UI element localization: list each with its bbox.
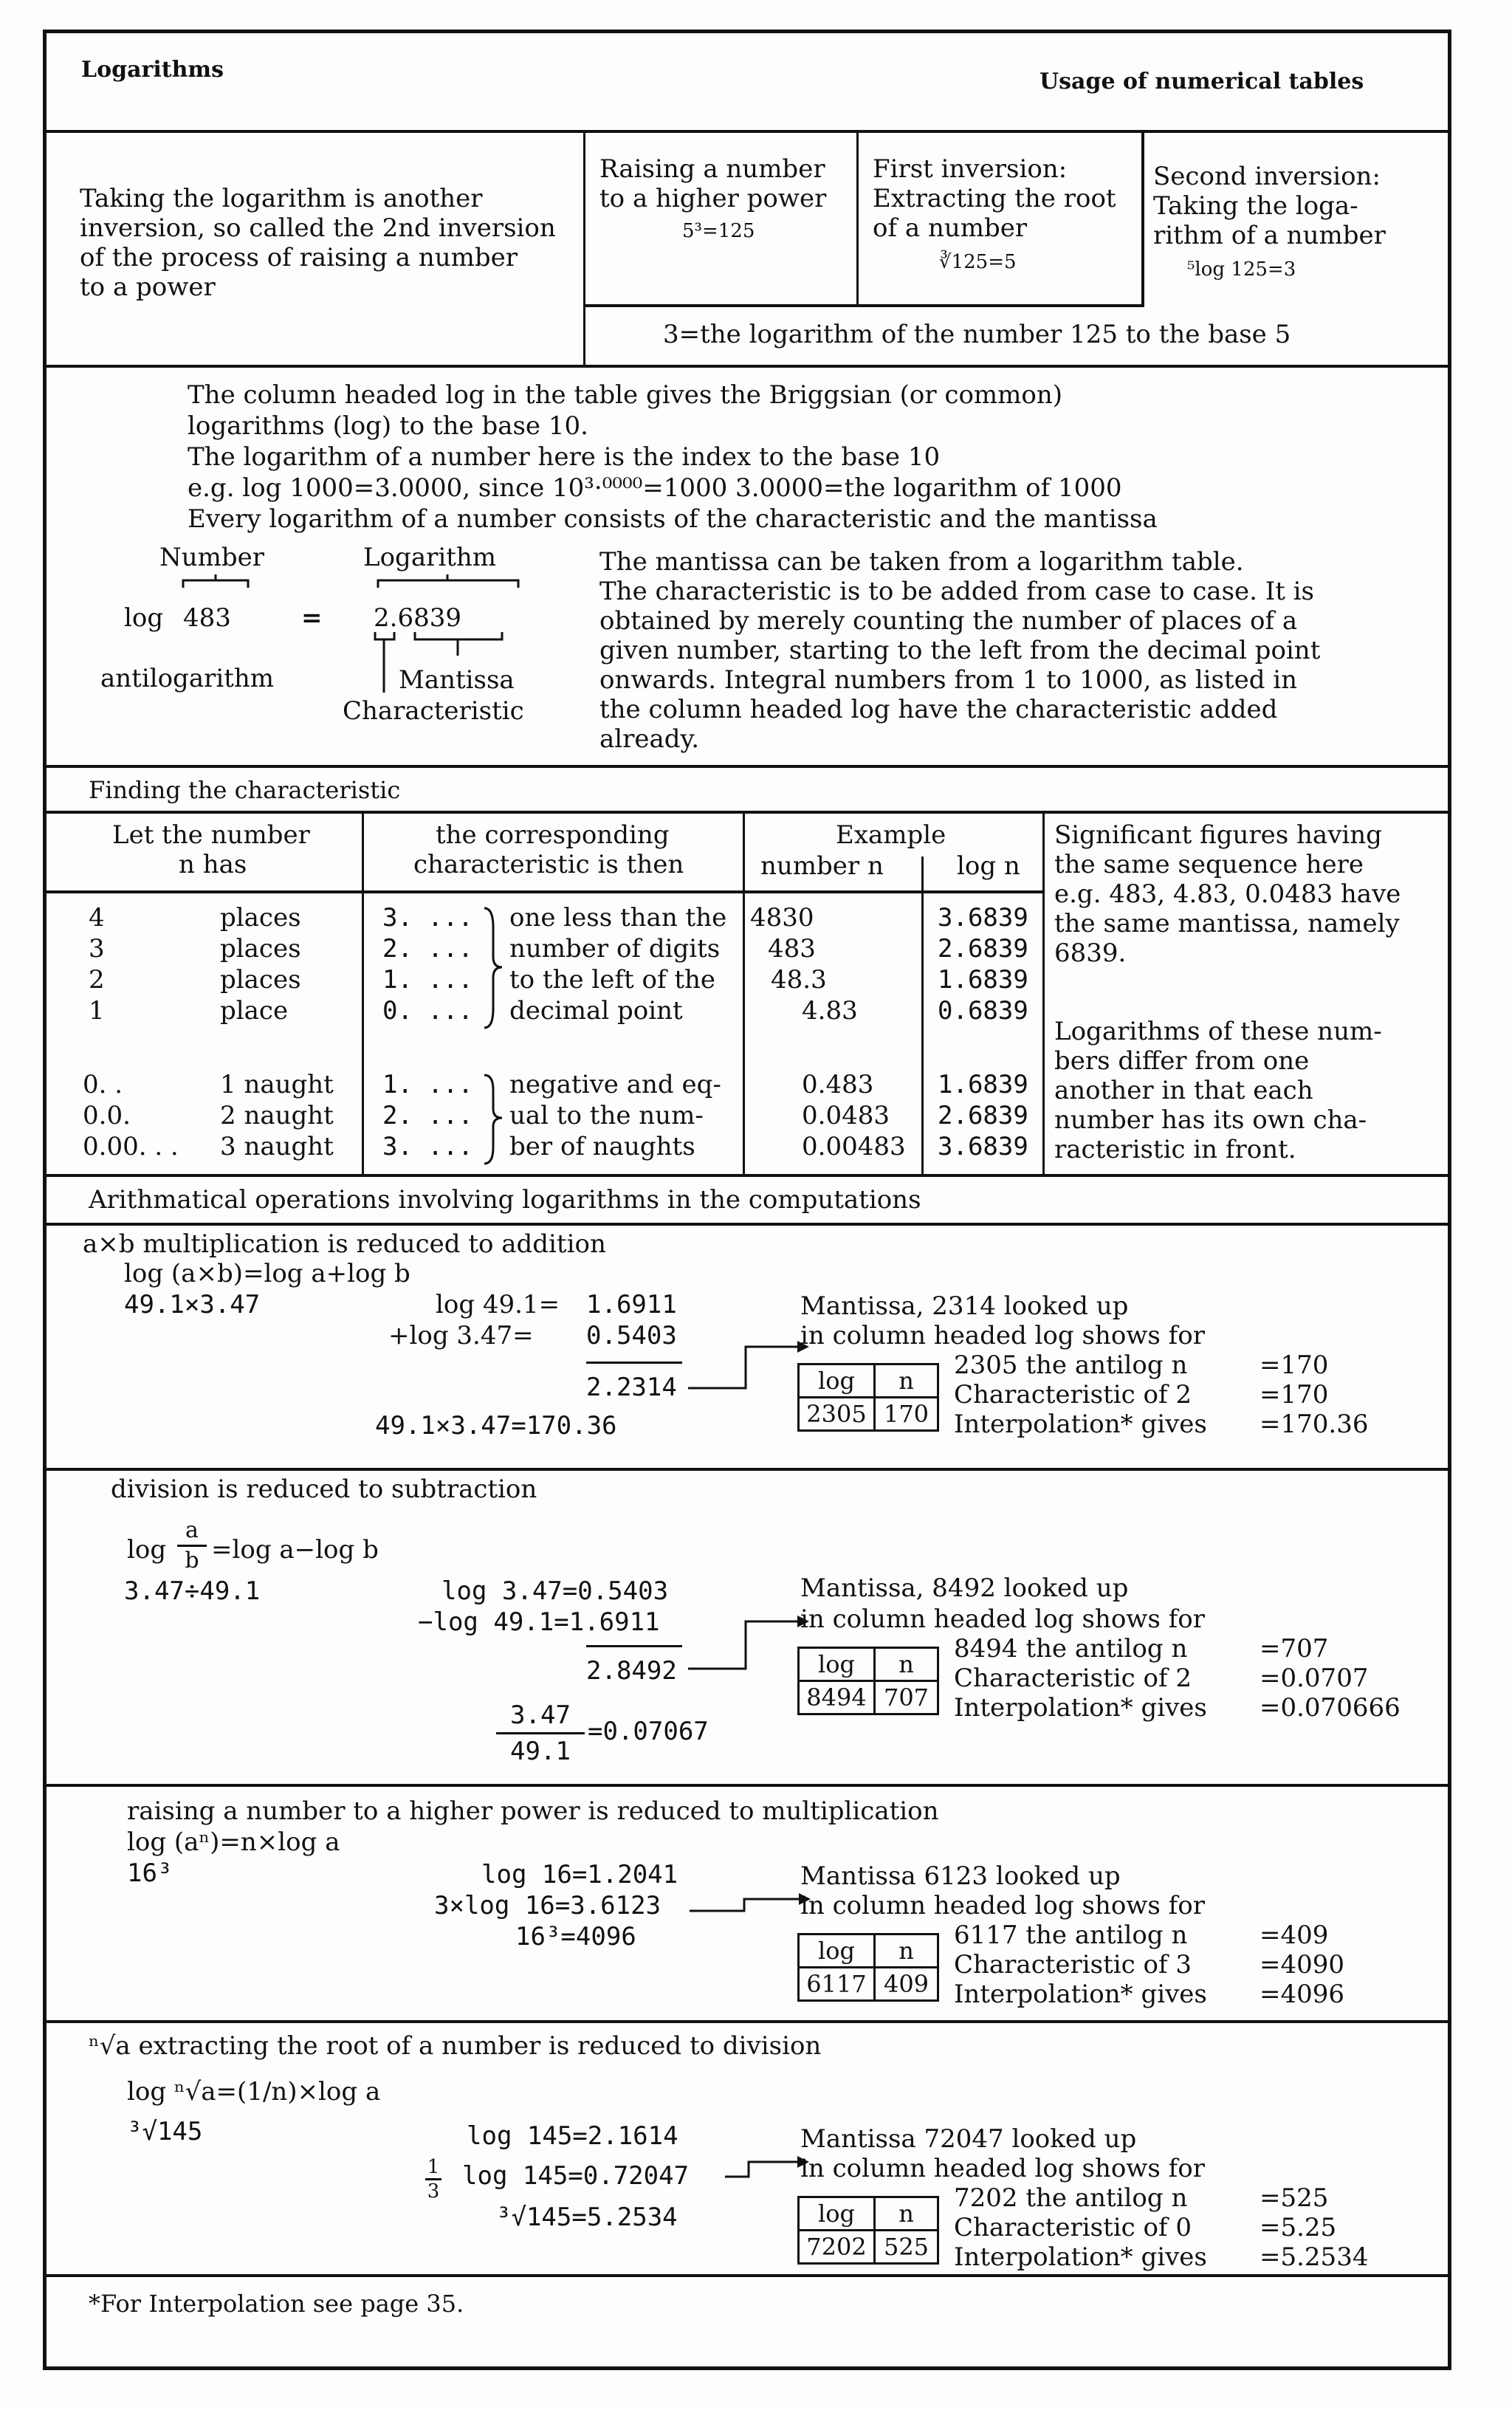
multiplication-section: a×b multiplication is reduced to addition log (a×b)=log a+log b 49.1×3.47 log 49.1= 1.6911 +log 3.47= 0.5403 2.2314 49.1×3.47=170.36 Mantissa, 2314 looked up in column headed log shows for 2305 the antilog n =170 Characteristic of 2 =170 Interpolation* gives =170.36 log n 2305 170 [83,1229,1369,1441]
arrow-icon [687,1333,812,1400]
divider [362,811,364,1174]
arith-title: Arithmatical operations involving logarithms in the computations [89,1185,921,1215]
finding-head-log: log n [957,851,1020,881]
divider [43,2274,1451,2277]
arrow-icon [687,1608,812,1682]
arrow-icon [688,1893,814,1923]
power-section: raising a number to a higher power is reduced to multiplication log (aⁿ)=n×log a 16³ log 16=1.2041 3×log 16=3.6123 16³=4096 Mantissa 6123 looked up in column headed log shows for 6117 the antilog n =409 Characteristic of 3 =4090 Interpolation* gives =4096 log n 6117 409 [127,1796,1345,2009]
header-right-title: Usage of numerical tables [1040,69,1364,95]
finding-title: Finding the characteristic [89,776,401,804]
divider [43,1174,1451,1177]
divider [1042,811,1045,1174]
arrow-icon [724,2156,812,2186]
lookup-table: log n 7202 525 [797,2196,939,2265]
lookup-table: log n 2305 170 [797,1363,939,1432]
root-section: ⁿ√a extracting the root of a number is reduced to division log ⁿ√a=(1/n)×log a ³√145 log 145=2.1614 1 3 log 145=0.72047 ³√145=5.2534 Mantissa 72047 looked up in column headed log shows for 7202 the antilog n =525 Characteristic of 0 =5.25 Interpolation* gives =5.2534 log n 7202 525 [89,2031,1369,2272]
division-section: division is reduced to subtraction log a b =log a−log b 3.47÷49.1 log 3.47=0.5403 −log 49.1=1.6911 2.8492 3.47 49.1 =0.07067 Mantissa, 8492 looked up in column headed log shows for 8494 the antilog n =707 Characteristic of 2 =0.0707 Interpolation* gives =0.070666 log n 8494 707 [111,1475,1401,1766]
divider [921,856,924,1174]
finding-head-example: Example [836,820,946,850]
brace-negative [480,1072,509,1167]
divider [43,365,1451,368]
divider [43,890,1042,893]
divider [43,765,1451,768]
lookup-table: log n 8494 707 [797,1647,939,1715]
brace-positive [480,905,509,1031]
lookup-table: log n 6117 409 [797,1933,939,2002]
divider [43,811,1451,814]
intro-bottom-text: 3=the logarithm of the number 125 to the base 5 [663,320,1291,349]
footnote: *For Interpolation see page 35. [89,2290,464,2318]
log-diagram: Number Logarithm log 483 = 2.6839 antilogarithm Mantissa Characteristic [89,545,591,744]
divider [856,130,859,307]
finding-head-number: number n [760,851,884,881]
header-left-title: Logarithms [81,57,224,83]
divider [743,811,745,1174]
